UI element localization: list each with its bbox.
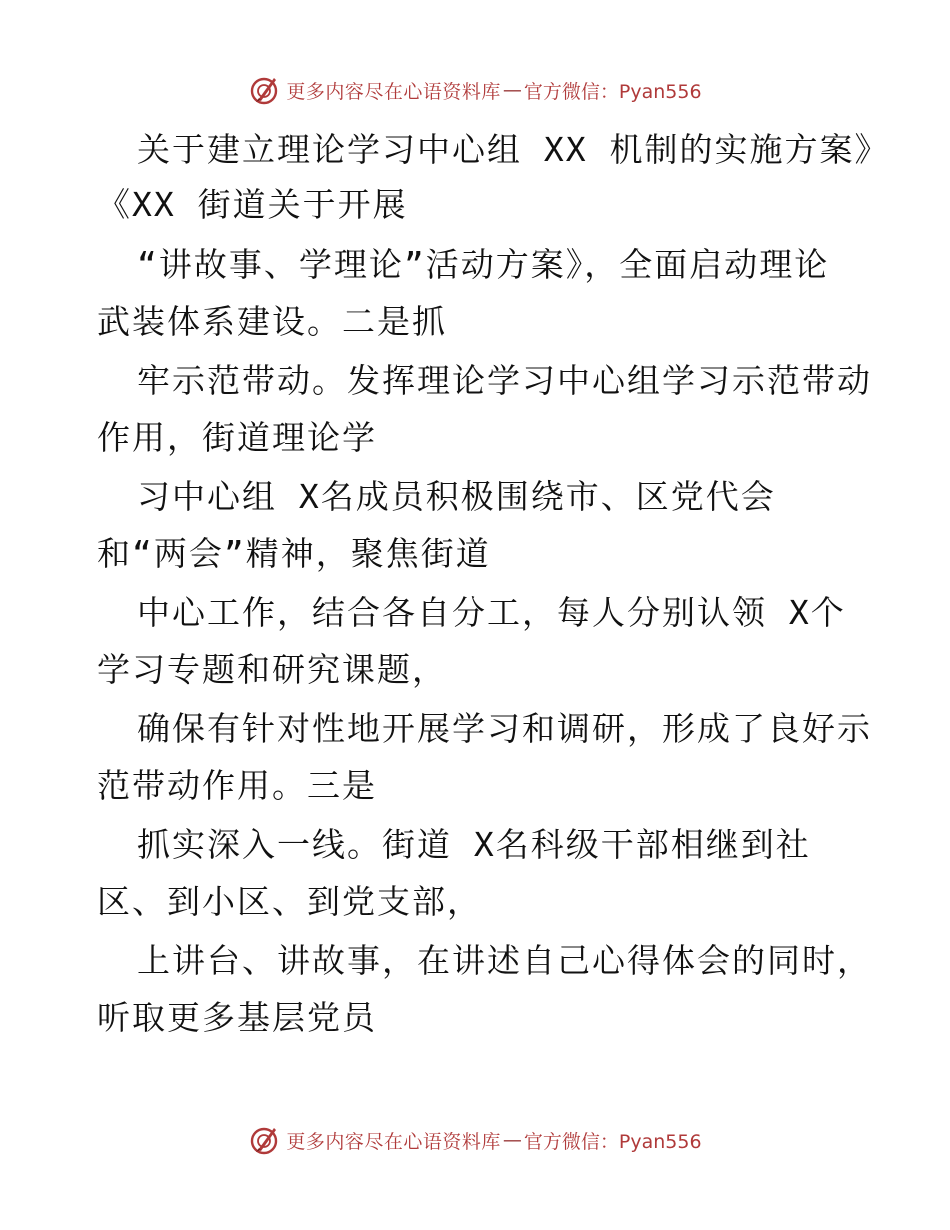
footer-banner xyxy=(0,1120,950,1160)
body-line: “讲故事、学理论”活动方案》，全面启动理论 xyxy=(137,245,830,284)
body-line: 关于建立理论学习中心组 XX 机制的实施方案》 xyxy=(137,130,890,169)
body-line: 学习专题和研究课题， xyxy=(97,650,447,689)
body-line: 作用，街道理论学 xyxy=(97,418,377,457)
quill-logo-icon xyxy=(248,74,280,106)
quill-logo-icon xyxy=(248,1124,280,1156)
body-line: 武装体系建设。二是抓 xyxy=(97,302,447,341)
footer-banner-dash: — xyxy=(502,1129,522,1151)
body-line: 中心工作，结合各自分工，每人分别认领 X个 xyxy=(137,593,846,632)
body-line: 和“两会”精神，聚焦街道 xyxy=(97,534,491,573)
header-banner-wechat: 官方微信：Pyan556 xyxy=(523,80,702,103)
header-banner-dash: — xyxy=(502,79,522,101)
body-line: 确保有针对性地开展学习和调研，形成了良好示 xyxy=(137,709,872,748)
body-line: 习中心组 X名成员积极围绕市、区党代会 xyxy=(137,477,776,516)
footer-banner-wechat: 官方微信：Pyan556 xyxy=(523,1130,702,1153)
header-banner xyxy=(0,70,950,110)
header-banner-text: 更多内容尽在心语资料库 xyxy=(286,80,501,103)
body-line: 听取更多基层党员 xyxy=(97,998,377,1037)
body-line: 牢示范带动。发挥理论学习中心组学习示范带动 xyxy=(137,361,872,400)
body-line: 抓实深入一线。街道 X名科级干部相继到社 xyxy=(137,825,811,864)
footer-banner-text: 更多内容尽在心语资料库 xyxy=(286,1130,501,1153)
body-line: 范带动作用。三是 xyxy=(97,766,377,805)
body-line: 上讲台、讲故事，在讲述自己心得体会的同时， xyxy=(137,941,872,980)
body-line: 区、到小区、到党支部， xyxy=(97,882,482,921)
body-line: 《XX 街道关于开展 xyxy=(97,185,408,224)
